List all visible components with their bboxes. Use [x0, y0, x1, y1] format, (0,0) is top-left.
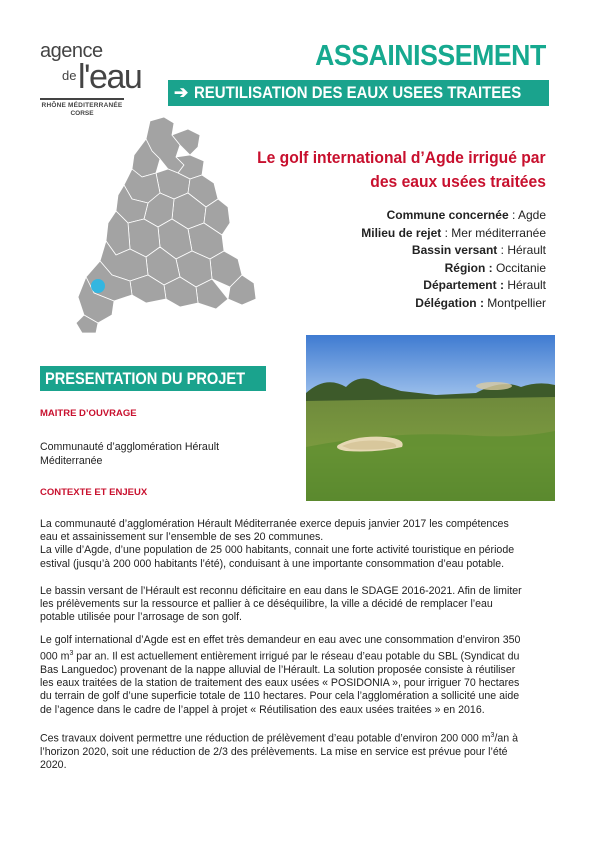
- text-line: les prélèvements sur la ressource et pallier à ce déséquilibre, la ville a décidé de remplacer l’eau: [40, 598, 493, 611]
- text-fragment: par an. Il est actuellement entièrement irrigué par le réseau d’eau potable du SBL (Syndicat du: [73, 650, 520, 663]
- text-line: eau et assainissement sur l’ensemble de ses 20 communes.: [40, 531, 324, 544]
- fact-label: Département :: [423, 278, 504, 292]
- fact-row: [361, 260, 546, 278]
- text-line: Le golf international d’Agde est en effet très demandeur en eau avec une consommation d’environ 350: [40, 634, 521, 646]
- maitre-ouvrage-line-2: Méditerranée: [40, 455, 103, 467]
- paragraph-context-2: [40, 585, 555, 625]
- basin-map: [72, 111, 267, 336]
- text-fragment: Ces travaux doivent permettre une réduction de prélèvement d’eau potable d’environ 200 000 m: [40, 732, 491, 745]
- fact-separator: :: [497, 243, 508, 257]
- paragraph-context-1: [40, 518, 555, 571]
- text-line: [40, 647, 555, 664]
- fact-row: [361, 207, 546, 225]
- section-title: PRESENTATION DU PROJET: [45, 369, 246, 388]
- fact-separator: :: [508, 208, 518, 222]
- logo-leau-text: l'eau: [78, 58, 142, 96]
- fact-label: Délégation :: [415, 295, 484, 310]
- project-title: [206, 146, 546, 194]
- text-line: La ville d’Agde, d’une population de 25 000 habitants, connait une forte activité touristique en période: [40, 544, 515, 557]
- logo-agence-text: agence: [40, 40, 103, 62]
- maitre-ouvrage-heading: MAITRE D’OUVRAGE: [40, 408, 137, 419]
- fact-value: Occitanie: [495, 260, 546, 275]
- text-line: l’horizon 2020, soit une réduction de 2/3 des prélèvements. La mise en service est prévue pour l’été: [40, 745, 508, 758]
- banner-text: REUTILISATION DES EAUX USEES TRAITEES: [194, 83, 522, 102]
- superscript: 3: [490, 732, 495, 739]
- text-line: La communauté d’agglomération Hérault Méditerranée exerce depuis janvier 2017 les compétences: [40, 518, 509, 530]
- project-title-line-2: des eaux usées traitées: [370, 172, 546, 191]
- text-line: [40, 729, 555, 746]
- text-line: 2020.: [40, 758, 67, 771]
- fact-row: [361, 225, 546, 243]
- fact-row: [361, 295, 546, 313]
- text-line: du terrain de golf d’une superficie totale de 110 hectares. Pour cela l’agglomération a sollicité une aide: [40, 690, 520, 703]
- text-line: potable utilisée pour l’arrosage de son golf.: [40, 611, 243, 624]
- project-title-line-1: Le golf international d’Agde irrigué par: [257, 148, 546, 167]
- project-facts: [361, 207, 546, 312]
- logo-de-text: de: [62, 68, 77, 83]
- paragraph-context-3: [40, 634, 555, 717]
- logo-subtitle-1: RHÔNE MÉDITERRANÉE: [41, 102, 123, 109]
- fact-label: Commune concernée: [386, 208, 509, 222]
- text-line: Le bassin versant de l’Hérault est reconnu déficitaire en eau dans le SDAGE 2016-2021. Afin de limiter: [40, 585, 522, 597]
- project-location-marker: [91, 279, 105, 293]
- text-fragment: 000 m: [40, 650, 70, 663]
- fact-row: [361, 277, 546, 295]
- fact-label: Région :: [444, 260, 493, 275]
- maitre-ouvrage-line-1: Communauté d’agglomération Hérault: [40, 441, 220, 453]
- section-header-presentation: [40, 366, 266, 391]
- paragraph-context-4: [40, 729, 555, 772]
- superscript: 3: [69, 650, 74, 658]
- fact-value: Montpellier: [487, 295, 546, 310]
- arrow-right-icon: ➔: [174, 83, 189, 102]
- text-line: Bas Languedoc) provenant de la nappe alluvial de l’Hérault. La solution proposée consiste à réutiliser: [40, 663, 516, 676]
- page-title: ASSAINISSEMENT: [315, 40, 546, 72]
- text-line: les eaux traitées de la station de traitement des eaux usées « POSIDONIA », pour irriguer 70 hectares: [40, 677, 520, 690]
- golf-course-photo: [306, 335, 555, 501]
- fact-value: Agde: [517, 208, 546, 222]
- text-fragment: /an à: [494, 732, 518, 745]
- text-line: estival (jusqu’à 200 000 habitants l’été), conduisant à une importante consommation d’eau potable.: [40, 557, 505, 570]
- text-line: de l’agence dans le cadre de l’appel à projet « Réutilisation des eaux usées traitées » en 2016.: [40, 703, 485, 716]
- theme-banner: [168, 80, 549, 106]
- fact-separator: :: [441, 225, 452, 240]
- contexte-heading: CONTEXTE ET ENJEUX: [40, 487, 148, 498]
- fact-value: Hérault: [507, 243, 546, 257]
- fact-row: [361, 242, 546, 260]
- logo-divider: [40, 98, 124, 100]
- fact-label: Milieu de rejet: [361, 225, 442, 240]
- logo-subtitle-2: CORSE: [70, 110, 94, 117]
- fact-value: Hérault: [507, 278, 546, 292]
- fact-value: Mer méditerranée: [451, 225, 546, 240]
- fact-label: Bassin versant: [411, 243, 498, 257]
